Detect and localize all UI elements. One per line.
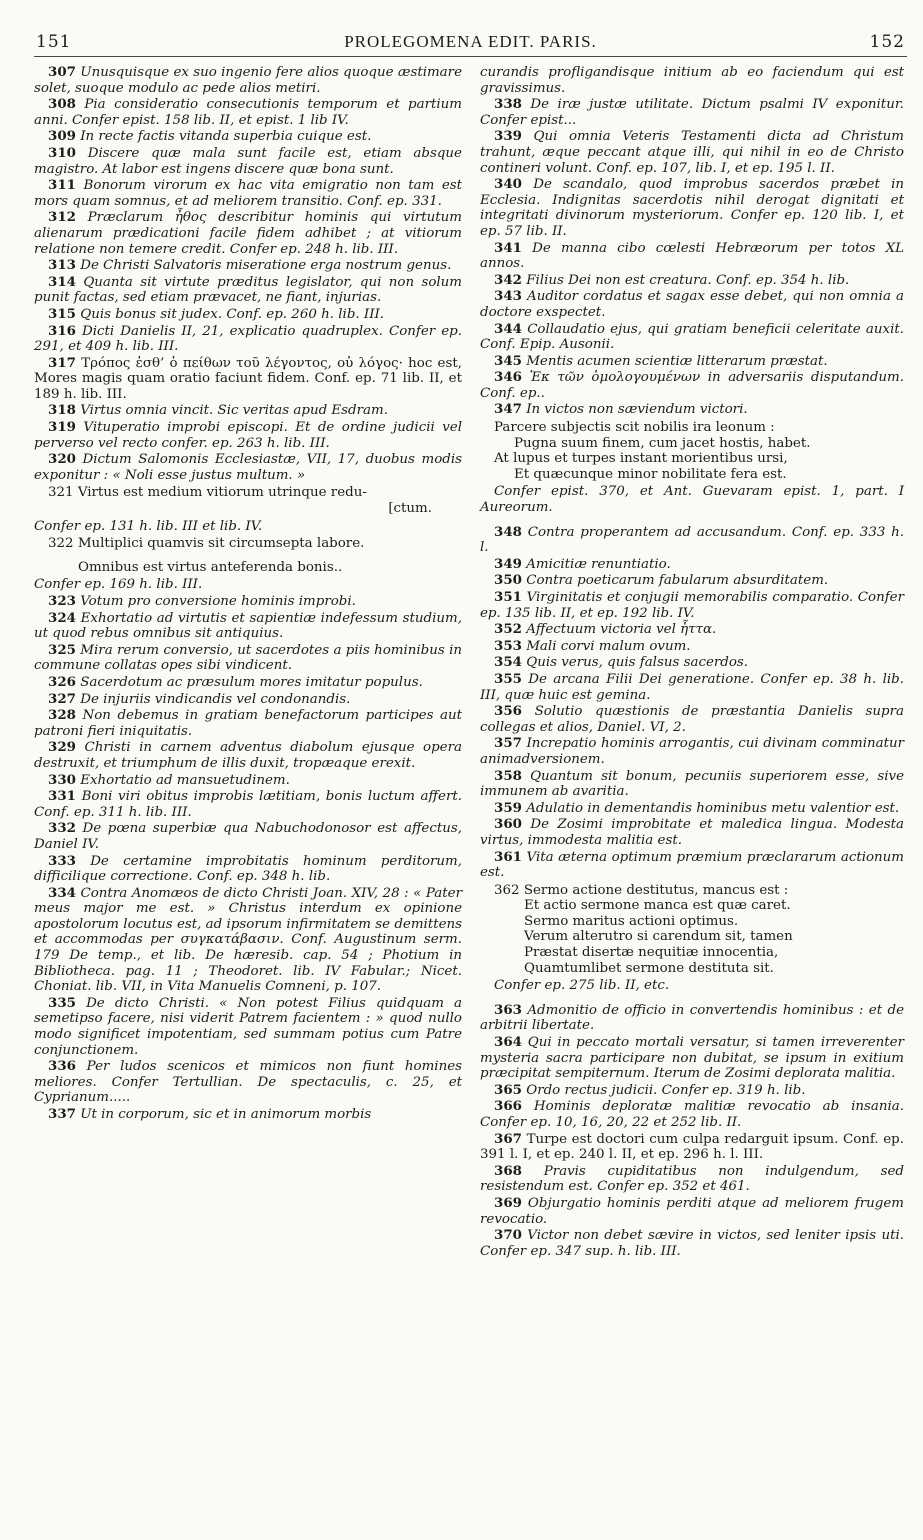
entry-308: 308 Pia consideratio consecutionis temporum et partium anni. Confer epist. 158 lib. II, et epist. 1 lib IV. <box>34 96 462 128</box>
entry-345: 345 Mentis acumen scientiæ litterarum præstat. <box>494 352 828 369</box>
entry-367: 367 Turpe est doctori cum culpa redarguit ipsum. Conf. ep. 391 l. I, et ep. 240 l. II, et ep. 296 h. l. III. <box>480 1130 905 1163</box>
entry-328: 328 Non debemus in gratiam benefactorum participes aut patroni fieri iniquitatis. <box>34 707 462 739</box>
entry-366: 366 Hominis deploratæ malitiæ revocatio ab insania. Confer ep. 10, 16, 20, 22 et 252 lib. II. <box>480 1098 904 1130</box>
running-title: PROLEGOMENA EDIT. PARIS. <box>344 32 597 51</box>
entry-339: 339 Qui omnia Veteris Testamenti dicta ad Christum trahunt, æque peccant atque illi, qui nihil in eo de Christo contineri volunt. Conf. ep. 107, lib. I, et ep. 195 l. II. <box>480 128 904 176</box>
entry-321-verse: 321 Virtus est medium vitiorum utrinque redu- [ctum. <box>48 485 432 517</box>
entry-337: 337 Ut in corporum, sic et in animorum morbis <box>48 1106 372 1122</box>
entry-312: 312 Præclarum ἦθος describitur hominis qui virtutum alienarum prædicationi facile fidem adhibet ; at vitiorum relatione non temere credit. Confer ep. 248 h. lib. III. <box>34 209 462 257</box>
entry-350: 350 Contra poeticarum fabularum absurditatem. <box>494 572 829 589</box>
entry-369: 369 Objurgatio hominis perditi atque ad meliorem frugem revocatio. <box>480 1194 904 1227</box>
page-header <box>34 30 907 57</box>
entry-352: 352 Affectuum victoria vel ἧττα. <box>494 621 717 638</box>
entry-327: 327 De injuriis vindicandis vel condonandis. <box>48 690 351 707</box>
entry-368: 368 Pravis cupiditatibus non indulgendum, sed resistendum est. Confer ep. 352 et 461. <box>480 1162 904 1195</box>
entry-314: 314 Quanta sit virtute præditus legislator, qui non solum punit factas, sed etiam prævacet, ne fiant, injurias. <box>34 273 462 306</box>
entry-354: 354 Quis verus, quis falsus sacerdos. <box>494 654 749 671</box>
entry-325: 325 Mira rerum conversio, ut sacerdotes a piis hominibus in commune collatas opes sibi vindicent. <box>34 641 462 674</box>
right-column <box>480 65 904 1260</box>
entry-337-continued: curandis profligandisque initium ab eo faciendum qui est gravissimus. <box>480 65 904 96</box>
entry-347-ref: Confer epist. 370, et Ant. Guevaram epist. 1, part. I Aureorum. <box>480 484 904 516</box>
entry-358: 358 Quantum sit bonum, pecuniis superiorem esse, sive immunem ab avaritia. <box>480 767 904 800</box>
entry-332: 332 De pœna superbiæ qua Nabuchodonosor est affectus, Daniel IV. <box>34 820 462 852</box>
right-column-number: 152 <box>869 32 905 52</box>
entry-324: 324 Exhortatio ad virtutis et sapientiæ indefessum studium, ut quod rebus omnibus sit antiquius. <box>34 609 462 642</box>
entry-310: 310 Discere quæ mala sunt facile est, etiam absque magistro. At labor est ingens discere quæ bona sunt. <box>34 144 462 177</box>
entry-321-ref: Confer ep. 131 h. lib. III et lib. IV. <box>34 518 263 534</box>
entry-355: 355 De arcana Filii Dei generatione. Confer ep. 38 h. lib. III, quæ huic est gemina. <box>480 670 904 703</box>
entry-331: 331 Boni viri obitus improbis lætitiam, bonis luctum affert. Conf. ep. 311 h. lib. III. <box>34 788 462 820</box>
entry-348: 348 Contra properantem ad accusandum. Conf. ep. 333 h. l. <box>480 523 905 556</box>
two-column-body <box>34 65 907 1260</box>
entry-329: 329 Christi in carnem adventus diabolum ejusque opera destruxit, et triumphum de illis duxit, tropæaque erexit. <box>34 739 462 771</box>
entry-319: 319 Vituperatio improbi episcopi. Et de ordine judicii vel perverso vel recto confer. ep. 263 h. lib. III. <box>34 419 462 451</box>
entry-326: 326 Sacerdotum ac præsulum mores imitatur populus. <box>48 673 423 690</box>
entry-307: 307 Unusquisque ex suo ingenio fere alios quoque æstimare solet, suoque modulo ac pede alios metiri. <box>34 64 462 96</box>
entry-330: 330 Exhortatio ad mansuetudinem. <box>48 771 290 788</box>
entry-344: 344 Collaudatio ejus, qui gratiam beneficii celeritate auxit. Conf. Epip. Ausonii. <box>480 320 905 353</box>
entry-356: 356 Solutio quæstionis de præstantia Danielis supra collegas et alios, Daniel. VI, 2. <box>480 703 904 735</box>
left-column-number: 151 <box>36 32 72 52</box>
entry-323: 323 Votum pro conversione hominis improbi. <box>48 593 356 609</box>
entry-333: 333 De certamine improbitatis hominum perditorum, difficilique correctione. Conf. ep. 348 h. lib. <box>34 852 462 885</box>
entry-363: 363 Admonitio de officio in convertendis hominibus : et de arbitrii libertate. <box>480 1001 904 1034</box>
entry-361: 361 Vita æterna optimum præmium præclararum actionum est. <box>480 848 905 881</box>
entry-346: 346 Ἐκ τῶν ὁμολογουμένων in adversariis disputandum. Conf. ep.. <box>480 369 904 401</box>
entry-370: 370 Victor non debet sævire in victos, sed leniter ipsis uti. Confer ep. 347 sup. h. lib. III. <box>480 1227 904 1259</box>
entry-311: 311 Bonorum virorum ex hac vita emigratio non tam est mors quam somnus, et ad meliorem transitio. Conf. ep. 331. <box>34 177 462 209</box>
entry-342: 342 Filius Dei non est creatura. Conf. ep. 354 h. lib. <box>494 271 850 288</box>
entry-336: 336 Per ludos scenicos et mimicos non fiunt homines meliores. Confer Tertullian. De spectaculis, c. 25, et Cyprianum..... <box>34 1058 462 1106</box>
entry-351: 351 Virginitatis et conjugii memorabilis comparatio. Confer ep. 135 lib. II, et ep. 192 lib. IV. <box>480 589 904 621</box>
entry-359: 359 Adulatio in dementandis hominibus metu valentior est. <box>494 799 900 816</box>
entry-365: 365 Ordo rectus judicii. Confer ep. 319 h. lib. <box>494 1081 806 1098</box>
entry-353: 353 Mali corvi malum ovum. <box>494 637 691 654</box>
entry-340: 340 De scandalo, quod improbus sacerdos præbet in Ecclesia. Indignitas sacerdotis nihil derogat dignitati et integritati divinorum mysteriorum. Confer ep. 120 lib. I, et ep. 57 lib. II. <box>480 176 904 239</box>
entry-315: 315 Quis bonus sit judex. Conf. ep. 260 h. lib. III. <box>48 305 385 322</box>
entry-335: 335 De dicto Christi. « Non potest Filius quidquam a semetipso facere, nisi viderit Patrem facientem : » quod nullo modo significet impotentiam, sed summam potius cum Patre conjunctionem. <box>34 994 462 1058</box>
entry-362-ref: Confer ep. 275 lib. II, etc. <box>494 978 670 994</box>
entry-349: 349 Amicitiæ renuntiatio. <box>494 555 671 572</box>
entry-320: 320 Dictum Salomonis Ecclesiastæ, VII, 17, duobus modis exponitur : « Noli esse justus multum. » <box>34 451 462 483</box>
entry-318: 318 Virtus omnia vincit. Sic veritas apud Esdram. <box>48 402 388 419</box>
entry-347-verse: Parcere subjectis scit nobilis ira leonum : Pugna suum finem, cum jacet hostis, habet. At lupus et turpes instant morientibus ursi, Et quæcunque minor nobilitate fera est. <box>494 420 811 482</box>
entry-357: 357 Increpatio hominis arrogantis, cui divinam comminatur animadversionem. <box>480 735 904 767</box>
entry-347: 347 In victos non sæviendum victori. <box>494 401 748 418</box>
entry-309: 309 In recte factis vitanda superbia cuique est. <box>48 128 372 145</box>
entry-343: 343 Auditor cordatus et sagax esse debet, qui non omnia a doctore exspectet. <box>480 288 904 320</box>
entry-338: 338 De iræ justæ utilitate. Dictum psalmi IV exponitur. Confer epist... <box>480 96 905 128</box>
entry-322-verse: 322 Multiplici quamvis sit circumsepta labore. Omnibus est virtus anteferenda bonis.. <box>48 536 365 575</box>
entry-334: 334 Contra Anomæos de dicto Christi Joan. XIV, 28 : « Pater meus major me est. » Christus interdum ex opinione apostolorum locutus est, ad ipsorum infirmitatem se demittens et accommodas per συγκατάβασιν. Conf. Augustinum serm. 179 De temp., et lib. De hæresib. cap. 54 ; Photium in Bibliotheca. pag. 11 ; Theodoret. lib. IV Fabular.; Nicet. Choniat. lib. VII, in Vita Manuelis Comneni, p. 107. <box>34 884 462 995</box>
entry-313: 313 De Christi Salvatoris miseratione erga nostrum genus. <box>48 257 452 274</box>
entry-362-verse: 362 Sermo actione destitutus, mancus est : Et actio sermone manca est quæ caret. Sermo maritus actioni optimus. Verum alterutro si carendum sit, tamen Præstat disertæ nequitiæ innocentia, Quamtumlibet sermone destituta sit. <box>494 882 793 976</box>
left-column <box>34 65 462 1260</box>
entry-316: 316 Dicti Danielis II, 21, explicatio quadruplex. Confer ep. 291, et 409 h. lib. III. <box>34 322 462 355</box>
entry-360: 360 De Zosimi improbitate et maledica lingua. Modesta virtus, immodesta malitia est. <box>480 816 904 848</box>
entry-317: 317 Τρόπος ἐσθ’ ὁ πείθων τοῦ λέγοντος, οὐ λόγος· hoc est, Mores magis quam oratio faciunt fidem. Conf. ep. 71 lib. II, et 189 h. lib. III. <box>34 354 462 402</box>
entry-322-ref: Confer ep. 169 h. lib. III. <box>34 577 203 593</box>
entry-364: 364 Qui in peccato mortali versatur, si tamen irreverenter mysteria sacra participare non dubitat, se ipsum in exitium præcipitat sempiternum. Iterum de Zosimi deplorata malitia. <box>480 1034 904 1082</box>
entry-341: 341 De manna cibo cœlesti Hebræorum per totos XL annos. <box>480 239 904 272</box>
